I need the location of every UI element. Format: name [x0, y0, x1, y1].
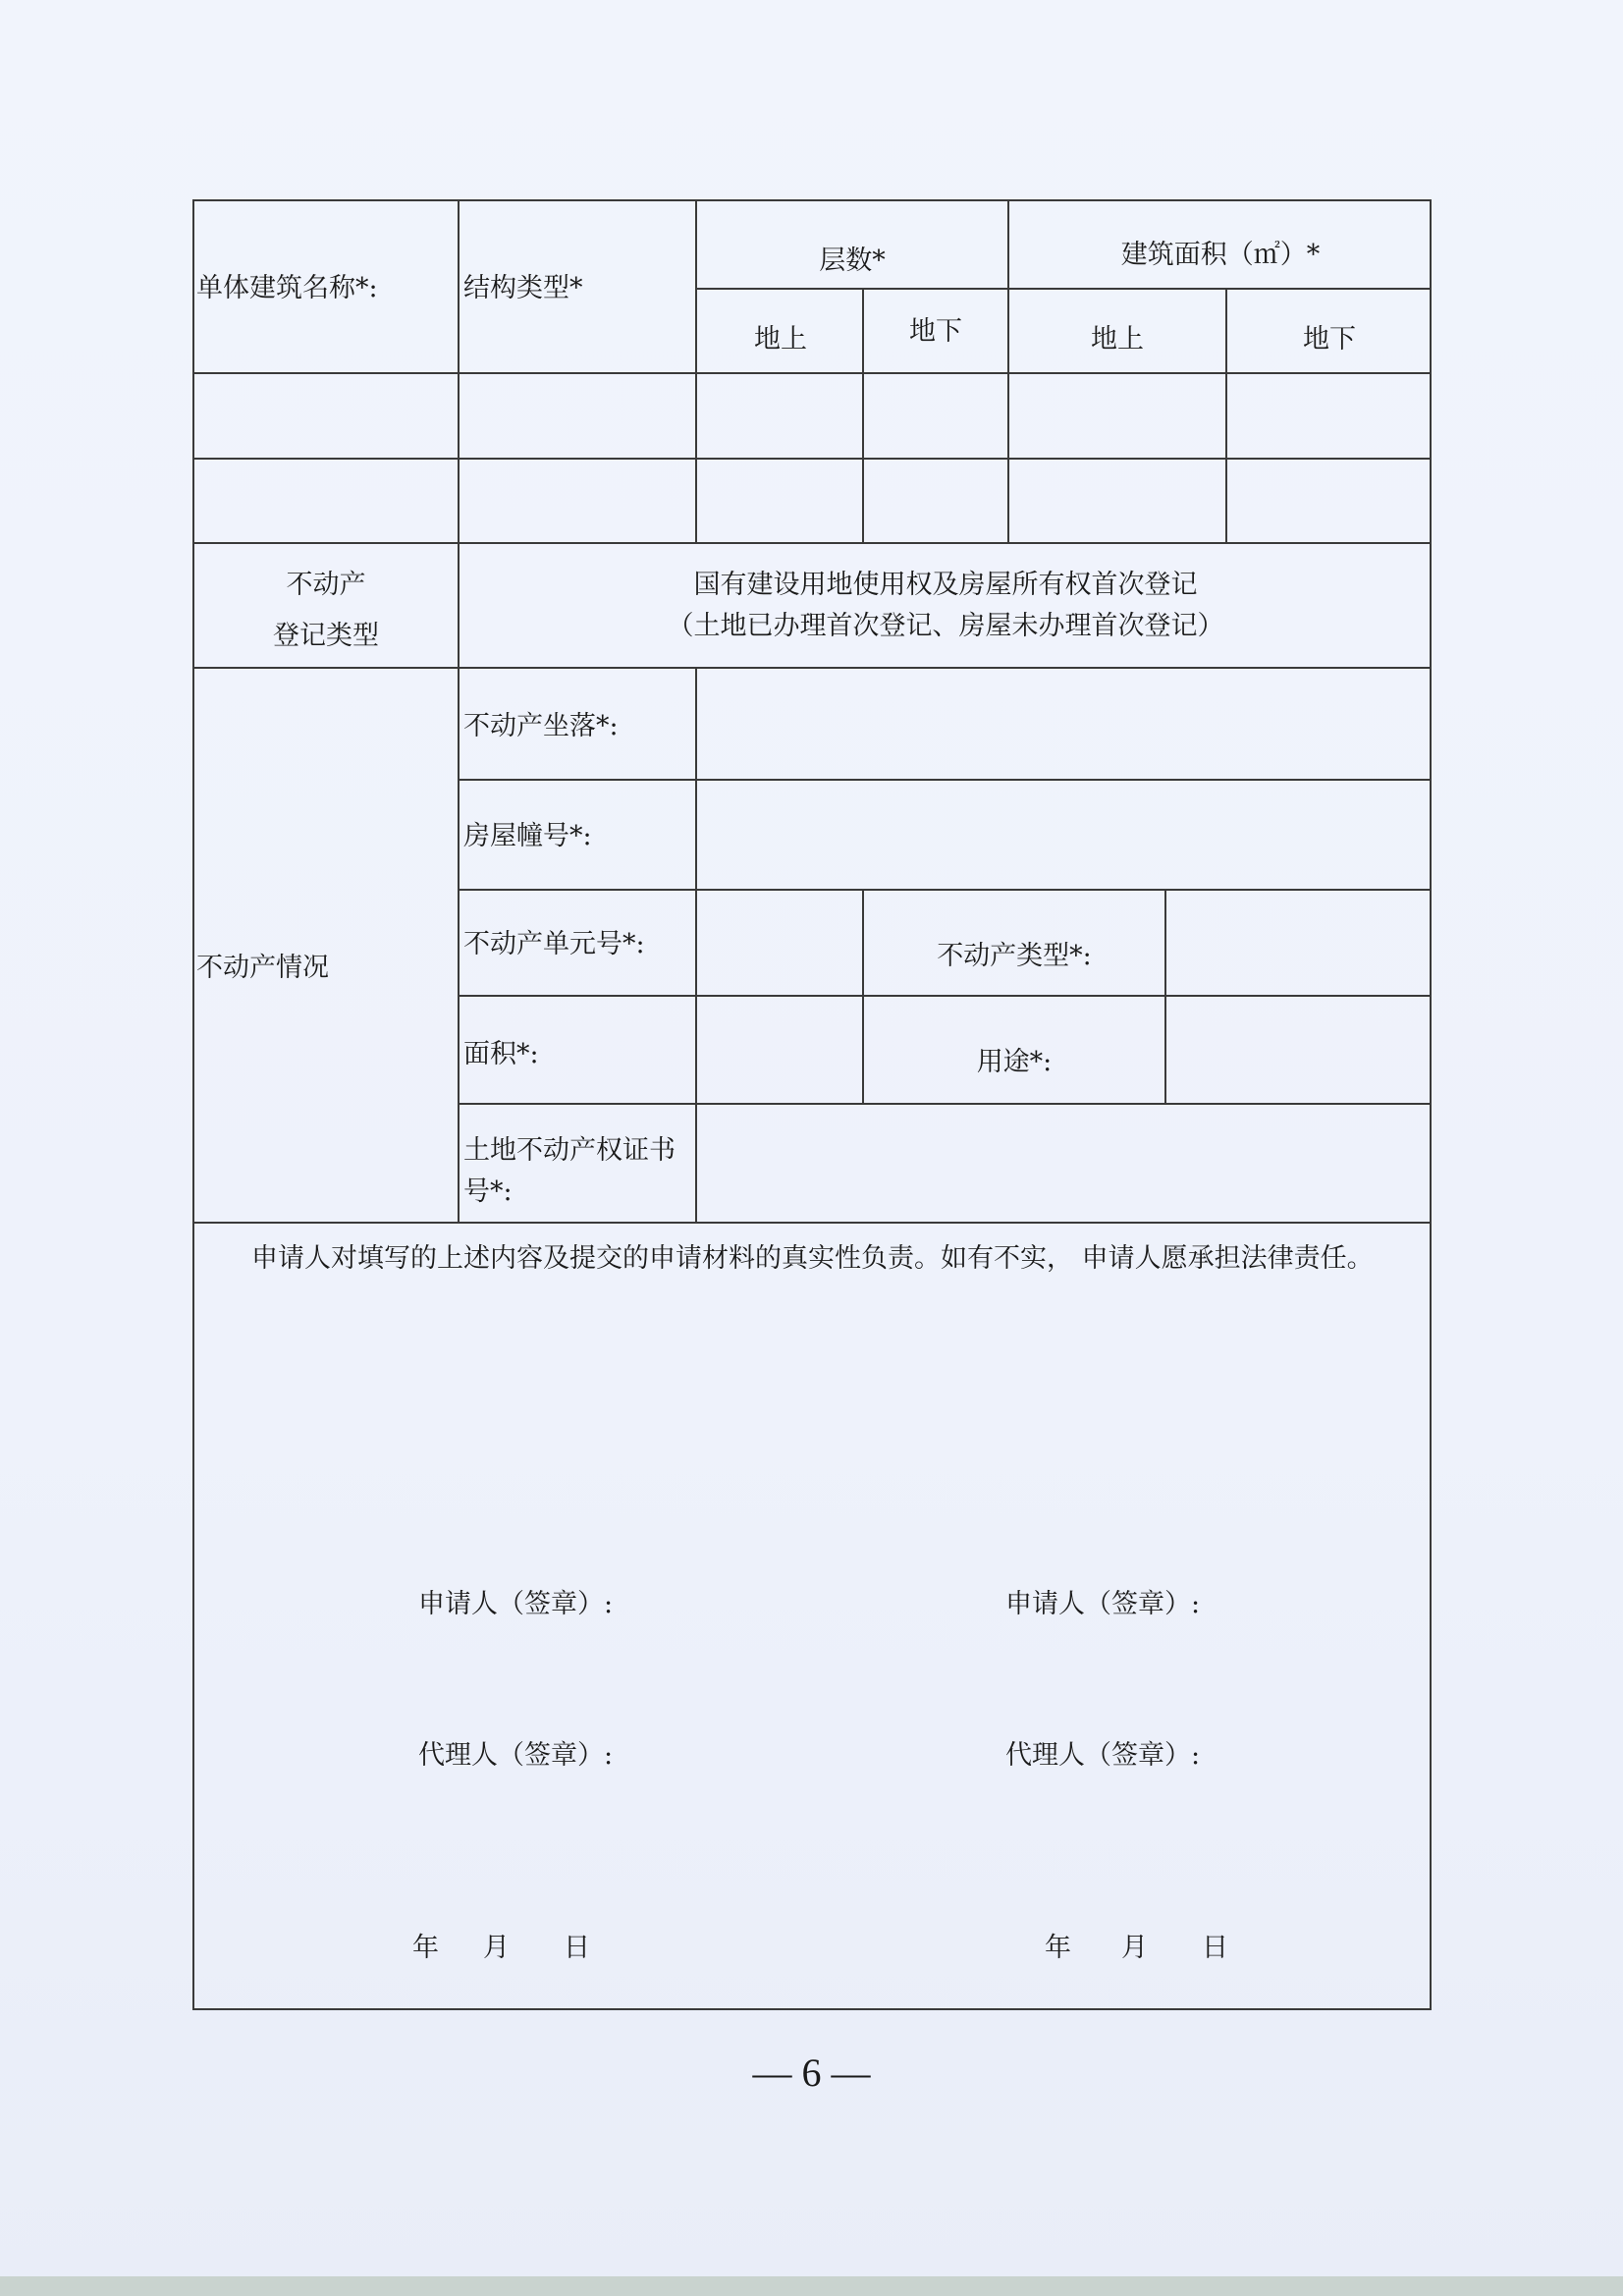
building-area-label: 建筑面积（㎡）*: [1120, 240, 1321, 270]
left-date-year: 年: [412, 1933, 439, 1963]
certificate-number-field[interactable]: [697, 1105, 1432, 1222]
unit-number-label: 不动产单元号*:: [463, 929, 645, 959]
registration-form-table: [192, 199, 1432, 2010]
floors-above-label: 地上: [754, 324, 807, 355]
structure-type-label: 结构类型*: [463, 273, 583, 303]
right-applicant-signature-label: 申请人（签章）:: [1005, 1589, 1201, 1619]
col-label-divider: [458, 542, 460, 1223]
right-agent-signature-label: 代理人（签章）:: [1005, 1740, 1201, 1771]
building-row-2[interactable]: [196, 460, 1432, 542]
property-type-label: 不动产类型*:: [937, 941, 1092, 971]
building-row-1[interactable]: [196, 374, 1432, 458]
left-agent-signature-label: 代理人（签章）:: [418, 1740, 614, 1771]
building-number-field[interactable]: [697, 781, 1432, 889]
registration-type-value-line1: 国有建设用地使用权及房屋所有权首次登记: [693, 570, 1198, 600]
certificate-label-line1: 土地不动产权证书: [463, 1135, 676, 1166]
building-name-label: 单体建筑名称*:: [196, 273, 378, 303]
certificate-label-line2: 号*:: [463, 1176, 513, 1207]
floors-label: 层数*: [819, 246, 886, 276]
registration-type-label-line2: 登记类型: [273, 621, 379, 651]
right-date-day: 日: [1202, 1933, 1228, 1963]
usage-field[interactable]: [1166, 997, 1432, 1103]
area-above-label: 地上: [1091, 324, 1144, 355]
registration-type-label-line1: 不动产: [286, 570, 366, 600]
right-date-year: 年: [1045, 1933, 1071, 1963]
registration-type-value-line2: （土地已办理首次登记、房屋未办理首次登记）: [667, 611, 1224, 641]
usage-label: 用途*:: [976, 1047, 1053, 1077]
left-date-day: 日: [564, 1933, 590, 1963]
property-section-label: 不动产情况: [196, 953, 329, 983]
area-label: 面积*:: [463, 1039, 539, 1069]
left-applicant-signature-label: 申请人（签章）:: [418, 1589, 614, 1619]
area-field[interactable]: [697, 997, 862, 1103]
location-label: 不动产坐落*:: [463, 711, 619, 741]
rule-property-bottom: [194, 1222, 1432, 1224]
rule-data-row2: [194, 542, 1432, 544]
location-field[interactable]: [697, 669, 1432, 779]
left-date-month: 月: [483, 1933, 510, 1963]
floors-below-label: 地下: [909, 316, 962, 347]
rule-header-mid: [695, 288, 1432, 290]
page-number: — 6 —: [752, 2050, 871, 2095]
right-date-month: 月: [1121, 1933, 1148, 1963]
declaration-statement: 申请人对填写的上述内容及提交的申请材料的真实性负责。如有不实， 申请人愿承担法律责任。: [251, 1243, 1374, 1274]
area-below-label: 地下: [1303, 324, 1356, 355]
building-number-label: 房屋幢号*:: [463, 821, 592, 851]
unit-number-field[interactable]: [697, 891, 862, 995]
property-type-field[interactable]: [1166, 891, 1432, 995]
scan-edge-strip: [0, 2276, 1623, 2296]
